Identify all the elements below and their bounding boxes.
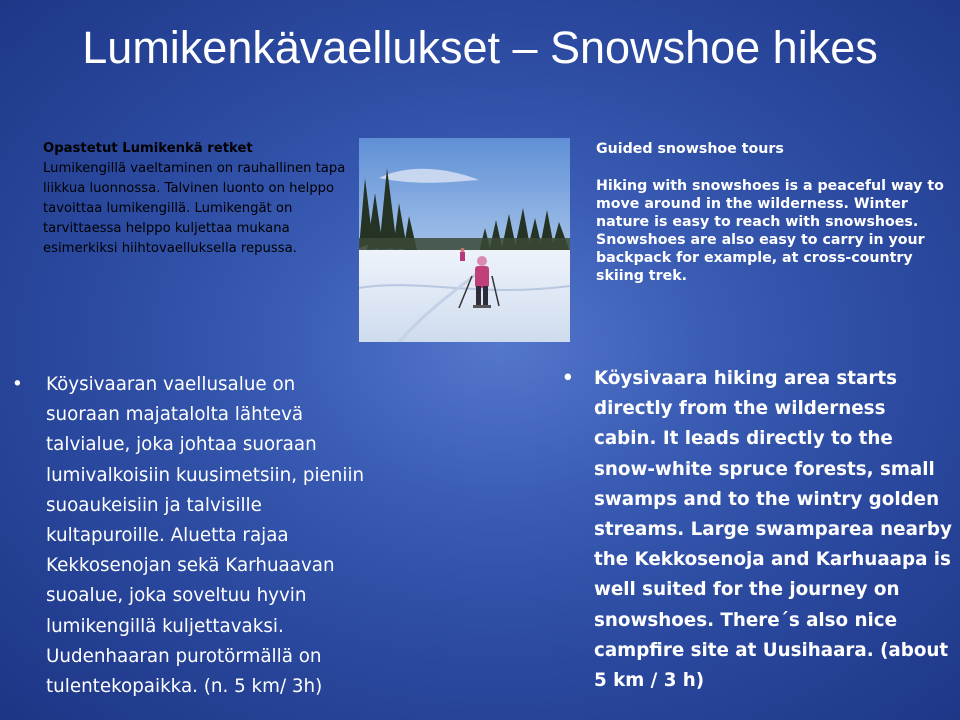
snowshoe-photo [359, 138, 570, 342]
english-intro-heading: Guided snowshoe tours [596, 141, 784, 157]
english-bullet-text: Köysivaara hiking area starts directly from the wilderness cabin. It leads directly to the snow-white spruce forests, small swamps and to the wintry golden streams. Large swamparea nearby the Kekkosenoja and Karhuaapa is well suited for the journey on snowshoes. There´s also nice campfire site at Uusihaara. (about 5 km / 3 h) [594, 368, 952, 692]
finnish-intro-body: Lumikengillä vaeltaminen on rauhallinen tapa liikkua luonnossa. Talvinen luonto on helppo tavoittaa lumikengillä. Lumikengät on tarvittaessa helppo kuljettaa mukana esimerkiksi hiihtovaelluksella repussa. [43, 161, 346, 256]
english-bullet [562, 364, 954, 696]
snowshoe-photo-image [359, 138, 570, 342]
finnish-intro-heading: Opastetut Lumikenkä retket [43, 141, 253, 156]
finnish-bullet [12, 370, 371, 702]
english-intro-body: Hiking with snowshoes is a peaceful way to move around in the wilderness. Winter nature is easy to reach with snowshoes. Snowshoes are also easy to carry in your backpack for example, at cross-country skiing trek. [596, 178, 944, 284]
bullet-marker: • [12, 374, 23, 395]
slide-title: Lumikenkävaellukset – Snowshoe hikes [82, 22, 878, 73]
english-intro [596, 139, 946, 285]
finnish-bullet-text: Köysivaaran vaellusalue on suoraan majatalolta lähtevä talvialue, joka johtaa suoraan lumivalkoisiin kuusimetsiin, pieniin suoaukeisiin ja talvisille kultapuroille. Aluetta rajaa Kekkosenojan sekä Karhuaavan suoalue, joka soveltuu hyvin lumikengillä kuljettavaksi. Uudenhaaran purotörmällä on tulentekopaikka. (n. 5 km/ 3h) [46, 374, 365, 698]
bullet-marker: • [562, 368, 574, 389]
finnish-intro [43, 139, 353, 259]
